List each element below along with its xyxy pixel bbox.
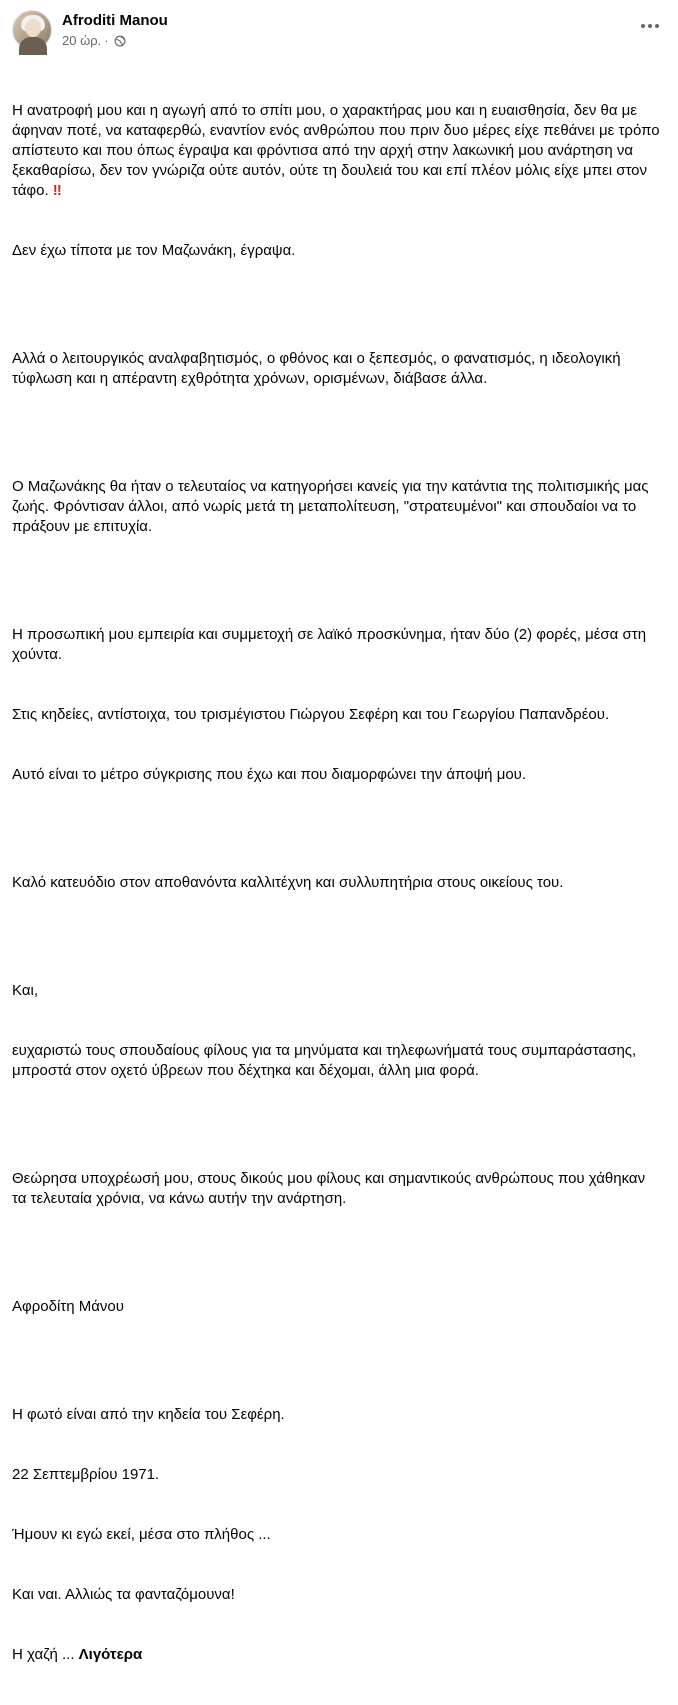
paragraph-signature [12, 1257, 660, 1357]
paragraph-7 [12, 1129, 660, 1249]
paragraph-line: 22 Σεπτεμβρίου 1971. [12, 1466, 160, 1483]
paragraph-line: Η προσωπική μου εμπειρία και συμμετοχή σε λαϊκό προσκύνημα, ήταν δύο (2) φορές, μέσα στη χούντα. [12, 626, 651, 663]
avatar-face [25, 19, 41, 37]
paragraph-5 [12, 833, 660, 933]
paragraph-line [12, 101, 664, 201]
more-options-button[interactable] [634, 14, 666, 38]
paragraph-line: ευχαριστώ τους σπουδαίους φίλους για τα μηνύματα και τηλεφωνήματά τους συμπαράστασης, μπροστά στον οχετό ύβρεων που δέχτηκα και δέχομαι, άλλη μια φορά. [12, 1042, 641, 1079]
signature-text: Αφροδίτη Μάνου [12, 1298, 124, 1315]
more-dot [641, 24, 645, 28]
more-dot [655, 24, 659, 28]
paragraph-line: Η φωτό είναι από την κηδεία του Σεφέρη. [12, 1406, 285, 1423]
paragraph-3 [12, 437, 660, 577]
more-dot [648, 24, 652, 28]
paragraph-line: Στις κηδείες, αντίστοιχα, του τρισμέγιστου Γιώργου Σεφέρη και του Γεωργίου Παπανδρέου. [12, 706, 610, 723]
globe-icon[interactable] [114, 35, 126, 47]
paragraph-6 [12, 941, 660, 1121]
paragraph-line: Καλό κατευόδιο στον αποθανόντα καλλιτέχνη και συλλυπητήρια στους οικείους του. [12, 874, 564, 891]
avatar[interactable] [12, 10, 52, 50]
paragraph-photo-caption [12, 1365, 660, 1705]
paragraph-line: Αλλά ο λειτουργικός αναλφαβητισμός, ο φθόνος και ο ξεπεσμός, ο φανατισμός, η ιδεολογική τύφλωση και η απέραντη εχθρότητα χρόνων, ορισμένων, διάβασε άλλα. [12, 350, 625, 387]
post-meta [62, 33, 126, 48]
paragraph-line: Και, [12, 982, 38, 999]
paragraph-line: Ο Μαζωνάκης θα ήταν ο τελευταίος να κατηγορήσει κανείς για την κατάντια της πολιτισμικής μας ζωής. Φρόντισαν άλλοι, από νωρίς μετά τη μεταπολίτευση, "στρατευμένοι" και σπουδαίοι να το πράξουν με επιτυχία. [12, 478, 653, 535]
double-exclamation-icon: ‼ [52, 182, 60, 199]
paragraph-text: Η ανατροφή μου και η αγωγή από το σπίτι μου, ο χαρακτήρας μου και η ευαισθησία, δεν θα με άφηναν ποτέ, να καταφερθώ, εναντίον ενός ανθρώπου που πριν δυο μέρες είχε πεθάνει με τρόπο απίστευτο και που όπως έγραψα και φρόντισα από την αρχή στην λακωνική μου ανάρτηση να ξεκαθαρίσω, δεν τον γνώριζα ούτε αυτόν, ούτε τη δουλειά του και επί πλέον μόλις είχε μπει στον τάφο. [12, 102, 664, 199]
paragraph-line: Θεώρησα υποχρέωσή μου, στους δικούς μου φίλους και σημαντικούς ανθρώπους που χάθηκαν τα τελευταία χρόνια, να κάνω αυτήν την ανάρτηση. [12, 1170, 650, 1207]
see-less-link[interactable]: Λιγότερα [78, 1646, 143, 1663]
post-text [12, 61, 664, 1705]
paragraph-2 [12, 309, 660, 429]
paragraph-text: Η χαζή ... [12, 1646, 79, 1663]
paragraph-line: Δεν έχω τίποτα με τον Μαζωνάκη, έγραψα. [12, 242, 296, 259]
post-header [12, 10, 666, 54]
meta-separator: · [104, 33, 109, 48]
paragraph-4 [12, 585, 660, 825]
author-name[interactable]: Afroditi Manou [62, 12, 168, 29]
paragraph-line: Αυτό είναι το μέτρο σύγκρισης που έχω και που διαμορφώνει την άποψή μου. [12, 766, 527, 783]
paragraph-1 [12, 61, 664, 301]
avatar-body [19, 37, 47, 55]
paragraph-line: Ήμουν κι εγώ εκεί, μέσα στο πλήθος ... [12, 1526, 271, 1543]
post-timestamp[interactable]: 20 ώρ. [62, 33, 102, 48]
paragraph-line: Και ναι. Αλλιώς τα φανταζόμουνα! [12, 1586, 235, 1603]
paragraph-line [12, 1645, 660, 1665]
